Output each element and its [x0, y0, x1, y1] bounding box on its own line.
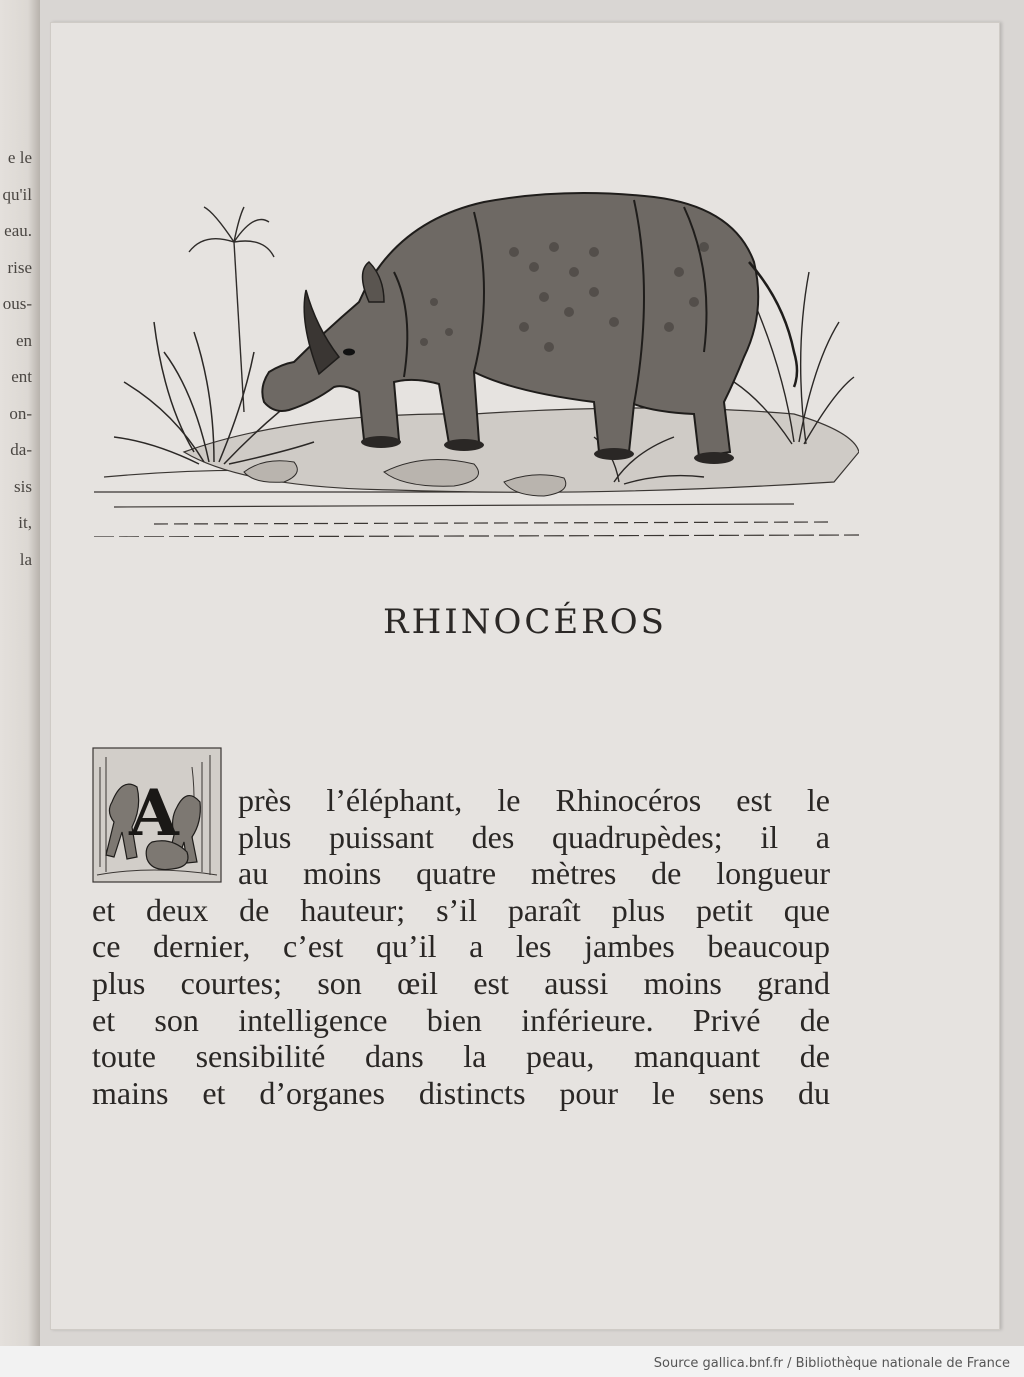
body-text [92, 782, 830, 1111]
left-fragment: da- [10, 440, 32, 459]
text-line: ce dernier, c’est qu’il a les jambes beaucoup [92, 928, 830, 965]
left-fragment: eau. [4, 221, 32, 240]
text-line: mains et d’organes distincts pour le sens du [92, 1074, 830, 1111]
left-fragment: sis [14, 476, 32, 496]
text-line: et deux de hauteur; s’il paraît plus petit que [92, 891, 830, 928]
text-line: plus courtes; son œil est aussi moins grand [92, 964, 830, 1001]
left-fragment: rise [7, 257, 32, 277]
left-fragment: qu'il [2, 184, 32, 204]
page-title: RHINOCÉROS [383, 602, 667, 642]
rhinoceros-illustration [94, 152, 859, 537]
left-page-edge [0, 0, 40, 1346]
drop-cap-letter: A [129, 776, 179, 851]
text-line: plus puissant des quadrupèdes; il a [238, 818, 830, 855]
text-line: près l’éléphant, le Rhinocéros est le [238, 782, 830, 818]
left-fragment: on- [9, 403, 32, 423]
left-fragment: it, [18, 513, 32, 532]
left-fragment: en [15, 330, 32, 350]
left-page-fragments [0, 140, 32, 578]
left-fragment: ent [11, 367, 32, 386]
left-fragment: la [19, 549, 32, 569]
left-fragment: ous- [2, 294, 32, 313]
book-page [50, 22, 1000, 1330]
text-line: toute sensibilité dans la peau, manquant de [92, 1038, 830, 1075]
text-line: au moins quatre mètres de longueur [238, 855, 830, 892]
text-line: et son intelligence bien inférieure. Privé de [92, 1001, 830, 1038]
source-credit: Source gallica.bnf.fr / Bibliothèque nationale de France [653, 1356, 1010, 1371]
left-fragment: e le [7, 148, 32, 167]
